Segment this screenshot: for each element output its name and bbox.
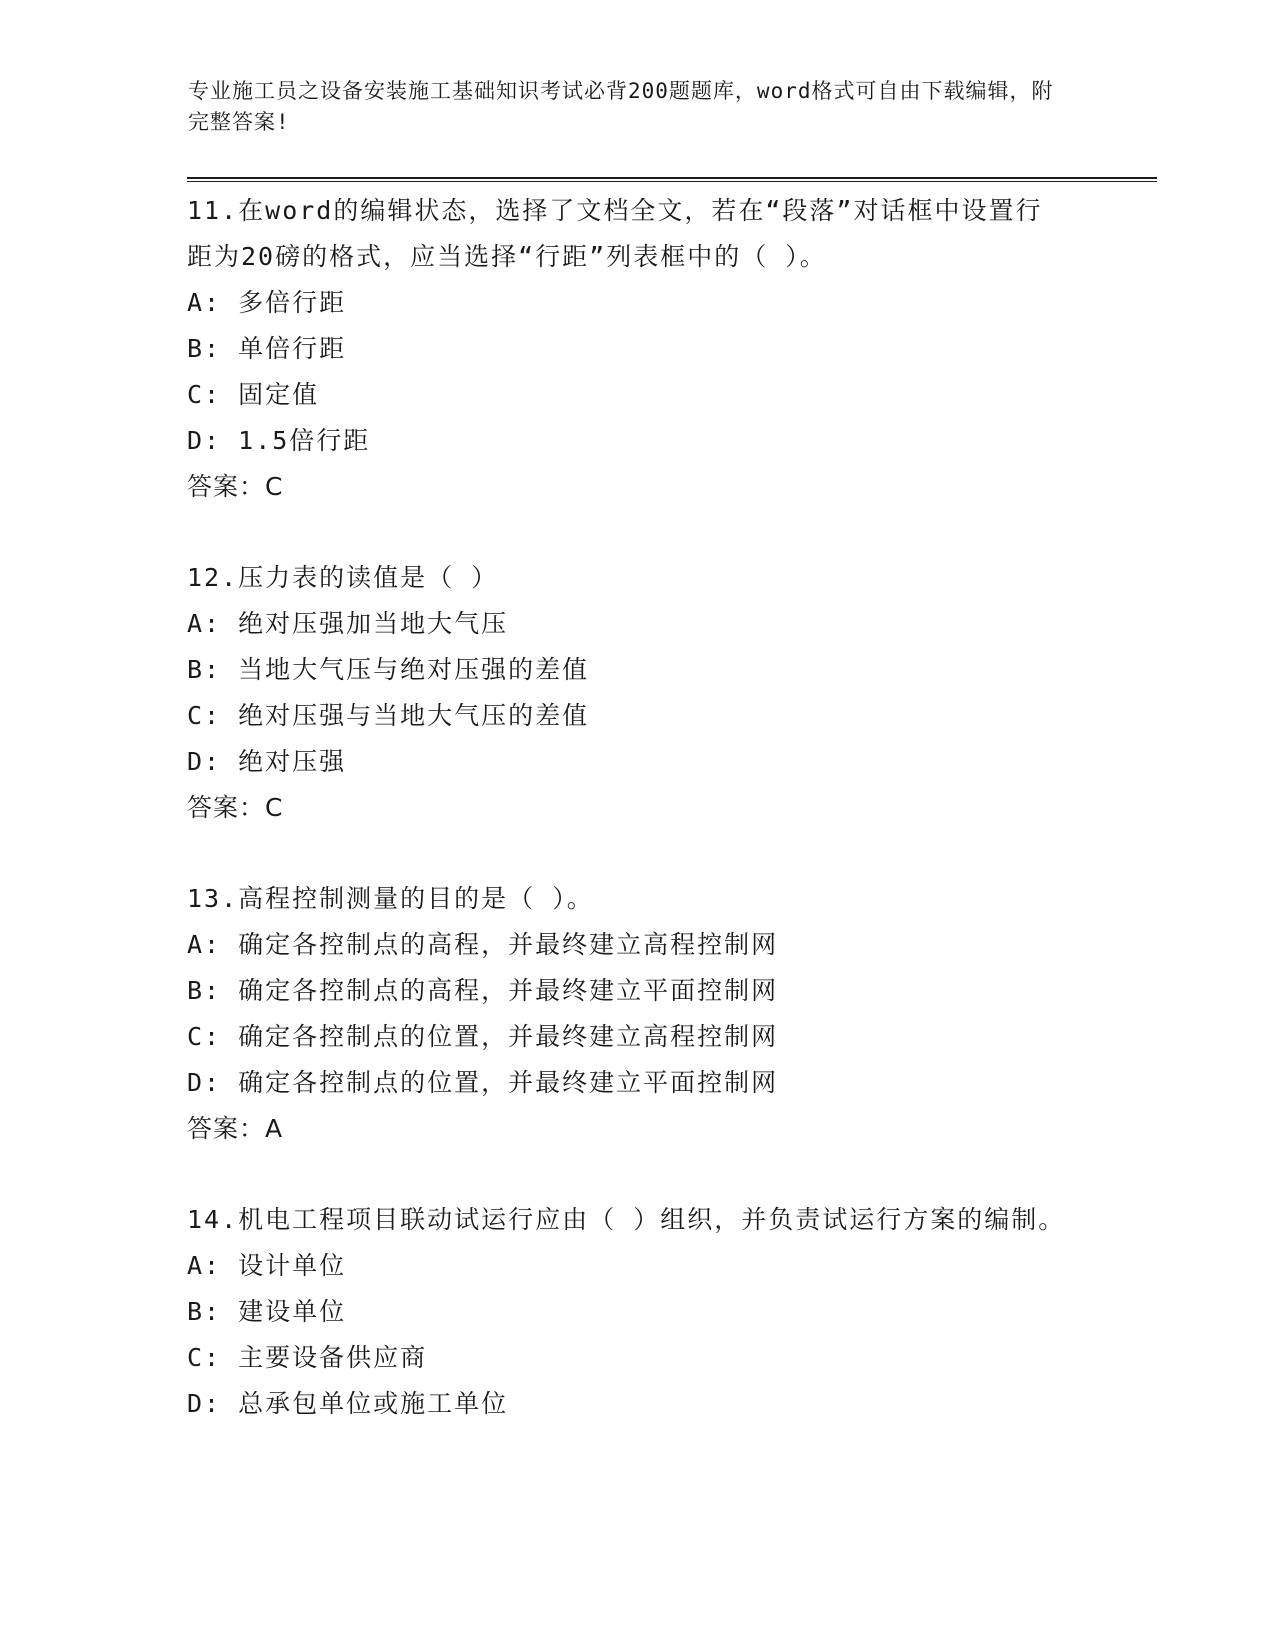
question-11 bbox=[187, 188, 1067, 510]
question-list bbox=[187, 188, 1067, 1472]
option-d: D: 确定各控制点的位置，并最终建立平面控制网 bbox=[187, 1068, 779, 1097]
option-c: C: 绝对压强与当地大气压的差值 bbox=[187, 701, 590, 730]
option-c: C: 固定值 bbox=[187, 380, 320, 409]
question-14 bbox=[187, 1197, 1067, 1427]
question-stem: 12.压力表的读值是（ ） bbox=[187, 563, 499, 592]
question-stem: 14.机电工程项目联动试运行应由（ ）组织，并负责试运行方案的编制。 bbox=[187, 1205, 1066, 1234]
option-d: D: 绝对压强 bbox=[187, 747, 347, 776]
document-header: 专业施工员之设备安装施工基础知识考试必背200题题库，word格式可自由下载编辑，附完整答案! bbox=[188, 79, 1054, 134]
option-c: C: 确定各控制点的位置，并最终建立高程控制网 bbox=[187, 1022, 779, 1051]
option-b: B: 确定各控制点的高程，并最终建立平面控制网 bbox=[187, 976, 779, 1005]
option-a: A: 多倍行距 bbox=[187, 288, 347, 317]
question-13 bbox=[187, 876, 1067, 1152]
option-a: A: 设计单位 bbox=[187, 1251, 347, 1280]
question-stem: 11.在word的编辑状态，选择了文档全文，若在“段落”对话框中设置行距为20磅的格式，应当选择“行距”列表框中的（ ）。 bbox=[187, 196, 1043, 271]
question-stem: 13.高程控制测量的目的是（ ）。 bbox=[187, 884, 594, 913]
option-a: A: 确定各控制点的高程，并最终建立高程控制网 bbox=[187, 930, 779, 959]
option-b: B: 单倍行距 bbox=[187, 334, 347, 363]
header-divider bbox=[187, 177, 1157, 183]
option-d: D: 1.5倍行距 bbox=[187, 426, 371, 455]
option-c: C: 主要设备供应商 bbox=[187, 1343, 428, 1372]
option-d: D: 总承包单位或施工单位 bbox=[187, 1389, 509, 1418]
question-12 bbox=[187, 555, 1067, 831]
answer: 答案：A bbox=[187, 1114, 284, 1143]
option-a: A: 绝对压强加当地大气压 bbox=[187, 609, 509, 638]
option-b: B: 建设单位 bbox=[187, 1297, 347, 1326]
option-b: B: 当地大气压与绝对压强的差值 bbox=[187, 655, 590, 684]
answer: 答案：C bbox=[187, 793, 284, 822]
answer: 答案：C bbox=[187, 472, 284, 501]
